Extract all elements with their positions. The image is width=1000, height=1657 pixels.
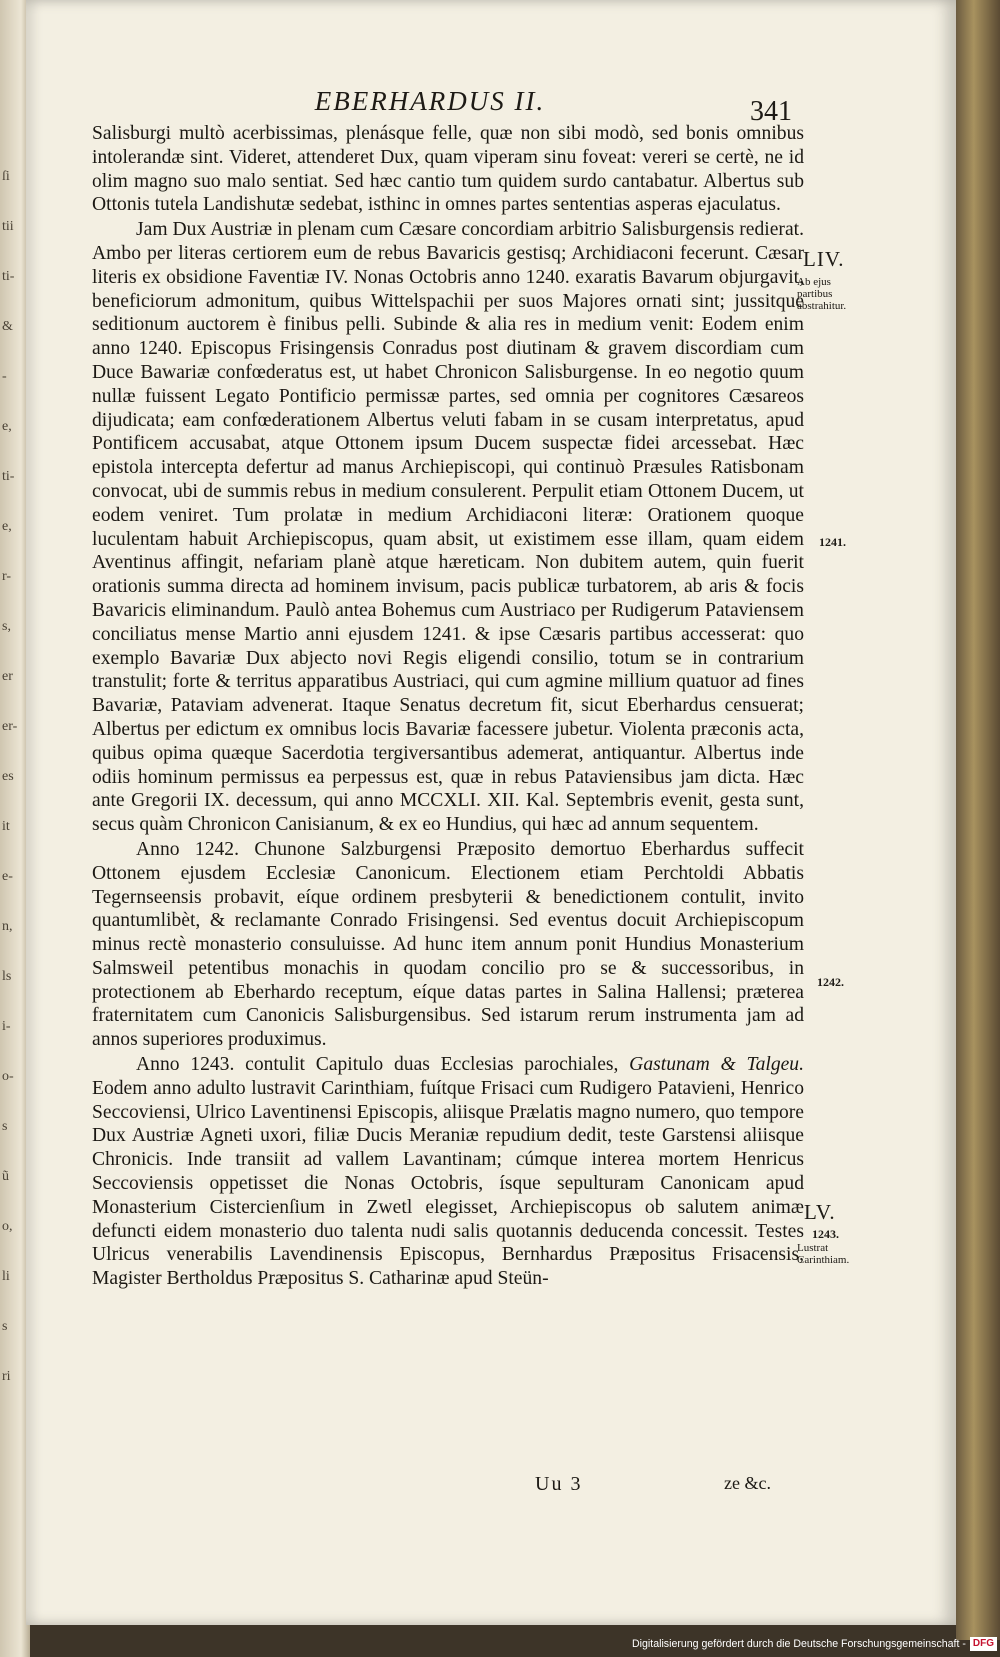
- paragraph-1: Salisburgi multò acerbissimas, plenásque felle, quæ non sibi modò, sed bonis omnibus intolerandæ sint. Videret, attenderet Dux, quam viperam sinu foveat: vereri se certè, ne id olim magno suo malo sentiat. Sed hæc cantio tum quidem surdo cantabatur. Albertus sub Ottonis tutela Landishutæ sedebat, isthinc in omnes partes sententias asperas ejaculatus.: [92, 123, 804, 216]
- paragraph-4-rest: Eodem anno adulto lustravit Carinthiam, fuítque Frisaci cum Rudigero Patavieni, Henrico Seccoviensi, Ulrico Laventinensi Episcopis, aliisque Prælatis magno numero, quo tempore Dux Austriæ Agneti uxori, filiæ Ducis Meraniæ repudium dedit, teste Garstensi aliisque Chronicis. Inde transiit ad vallem Lavantinam; cúmque interea mortem Henricus Seccoviensis oppetisset die Nonas Octobris, ísque sepulturam Canonicam apud Monasterium Cistercienſium in Zwetl elegisset, Archiepiscopus ob salutem animæ defuncti eidem monasterio duo talenta nudi salis quotannis deducenda concessit. Testes Ulricus venerabilis Lavendinensis Episcopus, Bernhardus Præpositus Frisacensis, Magister Bertholdus Præpositus S. Catharinæ apud Steün-: [92, 1077, 804, 1290]
- previous-page-fragment: ũ: [2, 1169, 9, 1184]
- main-text: [92, 122, 804, 1291]
- previous-page-fragment: s: [2, 1119, 8, 1134]
- book-binding-edge: [956, 0, 1000, 1640]
- previous-page-fragment: tii: [2, 219, 14, 234]
- previous-page-fragment: s: [2, 1319, 8, 1334]
- previous-page-fragment: es: [2, 769, 14, 784]
- previous-page-fragment: -: [2, 369, 7, 384]
- page-number: 341: [750, 96, 792, 127]
- previous-page-fragment: o,: [2, 1219, 13, 1234]
- margin-note-liv: Ab ejus partibus abstrahitur.: [797, 276, 847, 312]
- margin-year-1243: 1243.: [812, 1227, 839, 1241]
- running-head: EBERHARDUS II.: [314, 86, 546, 116]
- digitization-credit: [611, 1633, 997, 1655]
- previous-page-fragment: e-: [2, 869, 13, 884]
- previous-page-fragment: er: [2, 669, 13, 684]
- paragraph-4: [92, 1053, 804, 1291]
- dfg-logo: DFG: [970, 1637, 997, 1651]
- book-page: [26, 0, 956, 1625]
- previous-page-fragment: li: [2, 1269, 10, 1284]
- previous-page-fragment: ls: [2, 969, 12, 984]
- previous-page-fragment: s,: [2, 619, 11, 634]
- credit-text: Digitalisierung gefördert durch die Deutsche Forschungsgemeinschaft -: [632, 1638, 966, 1650]
- paragraph-4-lead: Anno 1243. contulit Capitulo duas Ecclesias parochiales,: [136, 1054, 630, 1076]
- previous-page-fragment: i-: [2, 1019, 11, 1034]
- previous-page-fragment: ſi: [2, 169, 10, 184]
- previous-page-fragment: e,: [2, 419, 12, 434]
- paragraph-2: Jam Dux Austriæ in plenam cum Cæsare concordiam arbitrio Salisburgensis redierat. Ambo per literas certiorem eum de rebus Bavaricis gestisq; Archidiaconi fecerunt. Cæsar literis ex obsidione Faventiæ IV. Nonas Octobris anno 1240. exaratis Bavarum objurgavit, beneficiorum admonitum, quibus Wittelspachii per suos Majores ornati sint; jussitque seditionum auctorem è finibus pelli. Subinde & alia res in medium venit: Eodem enim anno 1240. Episcopus Frisingensis Conradus post diutinam & gravem discordiam cum Duce Bawariæ confœderatus est, ut habet Chronicon Salisburgense. In eo negotio quum nullæ fuissent Legato Pontificio permissæ partes, sed omnia per cognitores Cæsareos dijudicata; eam confœderationem Albertus veluti fabam in se cusam interpretatus, apud Pontificem accusabat, atque Ottonem ipsum Ducem suspectæ fidei arcessebat. Hæc epistola intercepta defertur ad manus Archiepiscopi, qui continuò Præsules Ratisbonam convocat, ubi de summis rebus in medium consulerent. Perpulit etiam Ottonem Ducem, ut eodem veniret. Tum prolatæ in medium Archidiaconi literæ: Orationem quoque luculentam habuit Archiepiscopus, quam absit, ut existimem esse illam, quam eidem Aventinus affingit, nefariam planè atque hæreticam. Non dubitem autem, quin fuerit orationis summa directa ad hominem invisum, pacis publicæ turbatorem, ab aris & focis Bavaricis eliminandum. Paulò antea Bohemus cum Austriaco per Rudigerum Pataviensem conciliatus mense Martio anni ejusdem 1241. & ipse Cæsaris partibus accesserat: quo exemplo Bavariæ Dux abjecto novi Regis eligendi consilio, totum se in contrarium transtulit; forte & territus apparatibus Austriaci, qui cum agmine millium quatuor ad fines Bavariæ, Pataviam advenerat. Itaque Senatus decretum fit, sicut Eberhardus censuerat; Albertus per edictum ex omnibus locis Bavariæ facessere jubetur. Violenta præconis acta, quibus opima quæque Sacerdotia tergiversantibus ademerat, antiquantur. Albertus inde odiis hominum permissus ea perpessus est, quæ in rebus Pataviensibus jam dicta. Hæc ante Gregorii IX. decessum, qui anno MCCXLI. XII. Kal. Septembris evenit, gesta sunt, secus quàm Chronicon Canisianum, & ex eo Hundius, qui hæc ad annum sequentem.: [92, 219, 804, 836]
- margin-year-1242: 1242.: [817, 975, 844, 989]
- previous-page-fragment: o-: [2, 1069, 14, 1084]
- previous-page-fragment: &: [2, 319, 13, 334]
- margin-section-liv: LIV.: [803, 247, 845, 271]
- signature-mark: Uu 3: [535, 1473, 583, 1495]
- margin-section-lv: LV.: [804, 1200, 836, 1224]
- previous-page-fragment: it: [2, 819, 10, 834]
- previous-page-fragment: e,: [2, 519, 12, 534]
- previous-page-fragment: n,: [2, 919, 13, 934]
- previous-page-fragment: ri: [2, 1369, 11, 1384]
- catchword: ze &c.: [724, 1473, 771, 1493]
- margin-year-1241: 1241.: [819, 535, 846, 549]
- paragraph-3: Anno 1242. Chunone Salzburgensi Præposito demortuo Eberhardus suffecit Ottonem ejusdem Ecclesiæ Canonicum. Electionem etiam Perchtoldi Abbatis Tegernseensis probavit, eíque ordinem presbyterii & benedictionem contulit, invito quantumlibèt, & reclamante Conrado Frisingensi. Sed eventus docuit Archiepiscopum minus rectè monasterio consuluisse. Ad hunc item annum ponit Hundius Monasterium Salmsweil petentibus monachis in quodam concilio pro se & successoribus, in protectionem ab Eberhardo receptum, eíque datas partes in Salina Hallensi; præterea fraternitatem cum Canonicis Salisburgensibus. Sed istarum rerum instrumenta jam ad annos superiores produximus.: [92, 838, 804, 1051]
- previous-page-fragment: ti-: [2, 269, 15, 284]
- previous-page-fragment: ti-: [2, 469, 15, 484]
- previous-page-fragment: r-: [2, 569, 12, 584]
- paragraph-4-names: Gastunam & Talgeu.: [629, 1054, 805, 1076]
- previous-page-fragment: er-: [2, 719, 18, 734]
- margin-note-lv: Lustrat Carinthiam.: [797, 1242, 850, 1266]
